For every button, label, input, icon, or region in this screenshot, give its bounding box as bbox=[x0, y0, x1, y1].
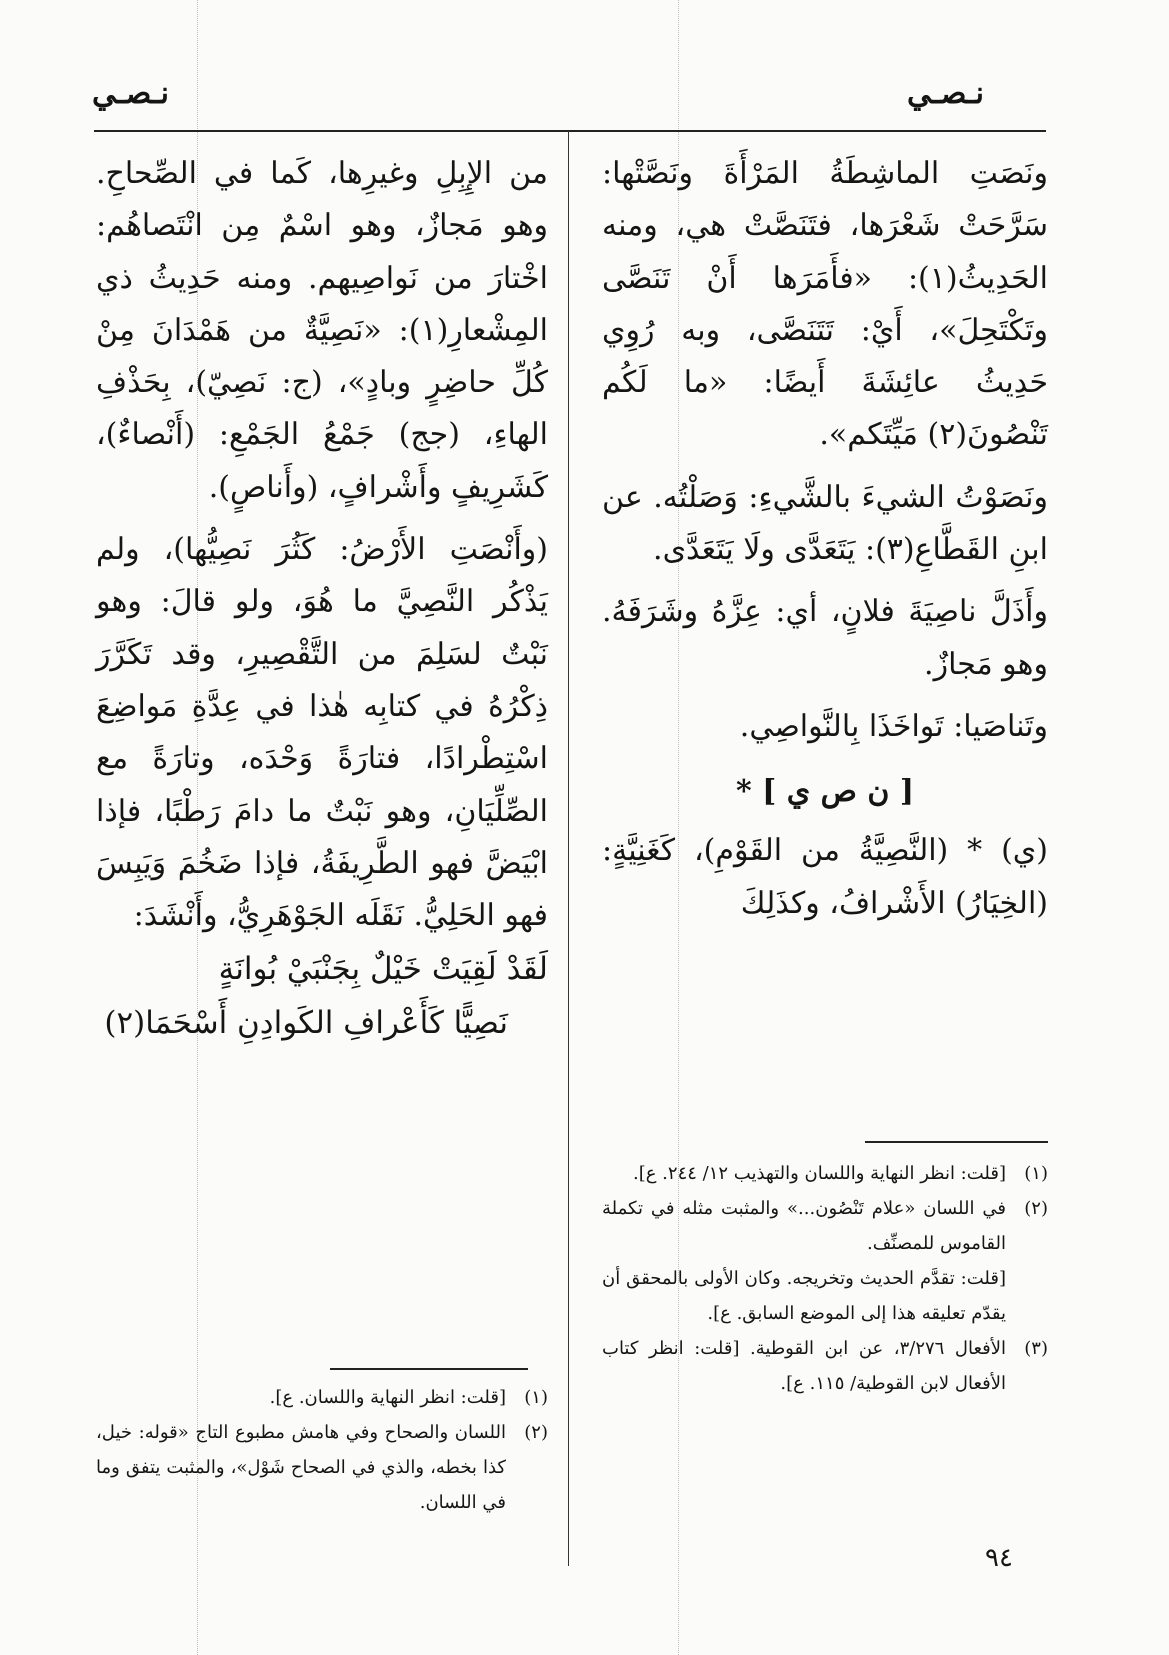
header-rule bbox=[94, 130, 1046, 132]
left-footnotes bbox=[96, 1380, 548, 1520]
entry-paragraph: (ي) * (النَّصِيَّةُ من القَوْمِ)، كَغَنِيَّةٍ: (الخِيَارُ) الأَشْرافُ، وكذَلِكَ bbox=[602, 833, 1048, 921]
footnote-number: (٣) bbox=[1024, 1338, 1048, 1359]
footnote bbox=[96, 1415, 548, 1520]
running-head-right: نـصـي bbox=[907, 76, 984, 111]
poem-verse: لَقَدْ لَقِيَتْ خَيْلٌ بِجَنْبَيْ بُوانَةٍ bbox=[218, 951, 548, 988]
footnote-number: (١) bbox=[1024, 1163, 1048, 1184]
footnote-rule bbox=[865, 1141, 1048, 1143]
entry-paragraph: وأَذَلَّ ناصِيَةَ فلانٍ، أي: عِزَّهُ وشَرَفَهُ. وهو مَجازٌ. bbox=[602, 594, 1048, 682]
root-heading: [ ن ص ي ] * bbox=[735, 774, 915, 810]
entry-paragraph: من الإِبِلِ وغيرِها، كَما في الصِّحاحِ. وهو مَجازٌ، وهو اسْمٌ مِن انْتَصاهُم: اخْتارَ من نَواصِيهم. ومنه حَدِيثُ ذي المِشْعارِ(١): «نَصِيَّةٌ من هَمْدَانَ مِنْ كُلِّ حاضِرٍ وبادٍ»، (ج: نَصِيّ)، بِحَذْفِ الهاءِ، (جج) جَمْعُ الجَمْعِ: (أَنْصاءٌ)، كَشَرِيفٍ وأَشْرافٍ، (وأَناصٍ). bbox=[96, 156, 548, 505]
entry-paragraph: ونَصَتِ الماشِطَةُ المَرْأَةَ ونَصَّتْها: سَرَّحَتْ شَعْرَها، فتَنَصَّتْ هي، ومنه الحَدِيثُ(١): «فأَمَرَها أَنْ تَنَصَّى وتَكْتَحِلَ»، أَيْ: تَتَنَصَّى، وبه رُوِي حَدِيثُ عائِشَةَ أَيضًا: «ما لَكُم تَنْصُونَ(٢) مَيِّتَكم». bbox=[602, 156, 1048, 453]
footnote-text: الأفعال ٣/٢٧٦، عن ابن القوطية. [قلت: انظر كتاب الأفعال لابن القوطية/ ١١٥. ع]. bbox=[602, 1338, 1007, 1394]
left-column bbox=[96, 148, 548, 1050]
right-footnotes bbox=[602, 1156, 1048, 1401]
footnote-continuation: [قلت: تقدَّم الحديث وتخريجه. وكان الأولى بالمحقق أن يقدّم تعليقه هذا إلى الموضع السابق. ع]. bbox=[602, 1268, 1006, 1324]
footnote-number: (١) bbox=[524, 1387, 548, 1408]
page-number: ٩٤ bbox=[985, 1543, 1013, 1573]
poem-verse: نَصِيًّا كَأَعْرافِ الكَوادِنِ أَسْحَمَا(٢) bbox=[104, 1005, 508, 1042]
footnote-text: في اللسان «علام تَنْصُون...» والمثبت مثله في تكملة القاموس للمصنِّف. bbox=[602, 1198, 1006, 1254]
footnote-text: [قلت: انظر النهاية واللسان. ع]. bbox=[269, 1387, 506, 1408]
footnote-text: [قلت: انظر النهاية واللسان والتهذيب ١٢/ ٢٤٤. ع]. bbox=[632, 1163, 1006, 1184]
footnote bbox=[602, 1191, 1048, 1261]
footnote-number: (٢) bbox=[524, 1422, 548, 1443]
footnote bbox=[96, 1380, 548, 1415]
running-head-left: نـصـي bbox=[92, 76, 169, 111]
entry-paragraph: ونَصَوْتُ الشيءَ بالشَّيءِ: وَصَلْتُه. عن ابنِ القَطَّاعِ(٣): يَتَعَدَّى ولَا يَتَعَدَّى. bbox=[602, 479, 1048, 568]
footnote-rule bbox=[330, 1368, 528, 1370]
entry-paragraph: (وأَنْصَتِ الأَرْضُ: كَثُرَ نَصِيُّها)، ولم يَذْكُر النَّصِيَّ ما هُوَ، ولو قالَ: وهو نَبْتٌ لسَلِمَ من التَّقْصِيرِ، وقد تَكَرَّرَ ذِكْرُهُ في كتابِه هٰذا في عِدَّةِ مَواضِعَ اسْتِطْرادًا، فتارَةً وَحْدَه، وتارَةً مع الصِّلِّيَانِ، وهو نَبْتٌ ما دامَ رَطْبًا، فإذا ابْيَضَّ فهو الطَّرِيفَةُ، فإذا ضَخُمَ وَيَبِسَ فهو الحَلِيُّ. نَقَلَه الجَوْهَرِيُّ، وأَنْشَدَ: bbox=[96, 532, 548, 934]
right-column bbox=[602, 148, 1048, 930]
column-divider bbox=[568, 131, 569, 1566]
footnote bbox=[602, 1156, 1048, 1191]
footnote-number: (٢) bbox=[1024, 1198, 1048, 1219]
entry-paragraph: وتَناصَيا: تَواخَذَا بِالنَّواصِي. bbox=[739, 708, 1048, 744]
footnote bbox=[602, 1331, 1048, 1401]
footnote-text: اللسان والصحاح وفي هامش مطبوع التاج «قوله: خيل، كذا بخطه، والذي في الصحاح شَوْل»، والمثبت يتفق وما في اللسان. bbox=[96, 1422, 506, 1513]
